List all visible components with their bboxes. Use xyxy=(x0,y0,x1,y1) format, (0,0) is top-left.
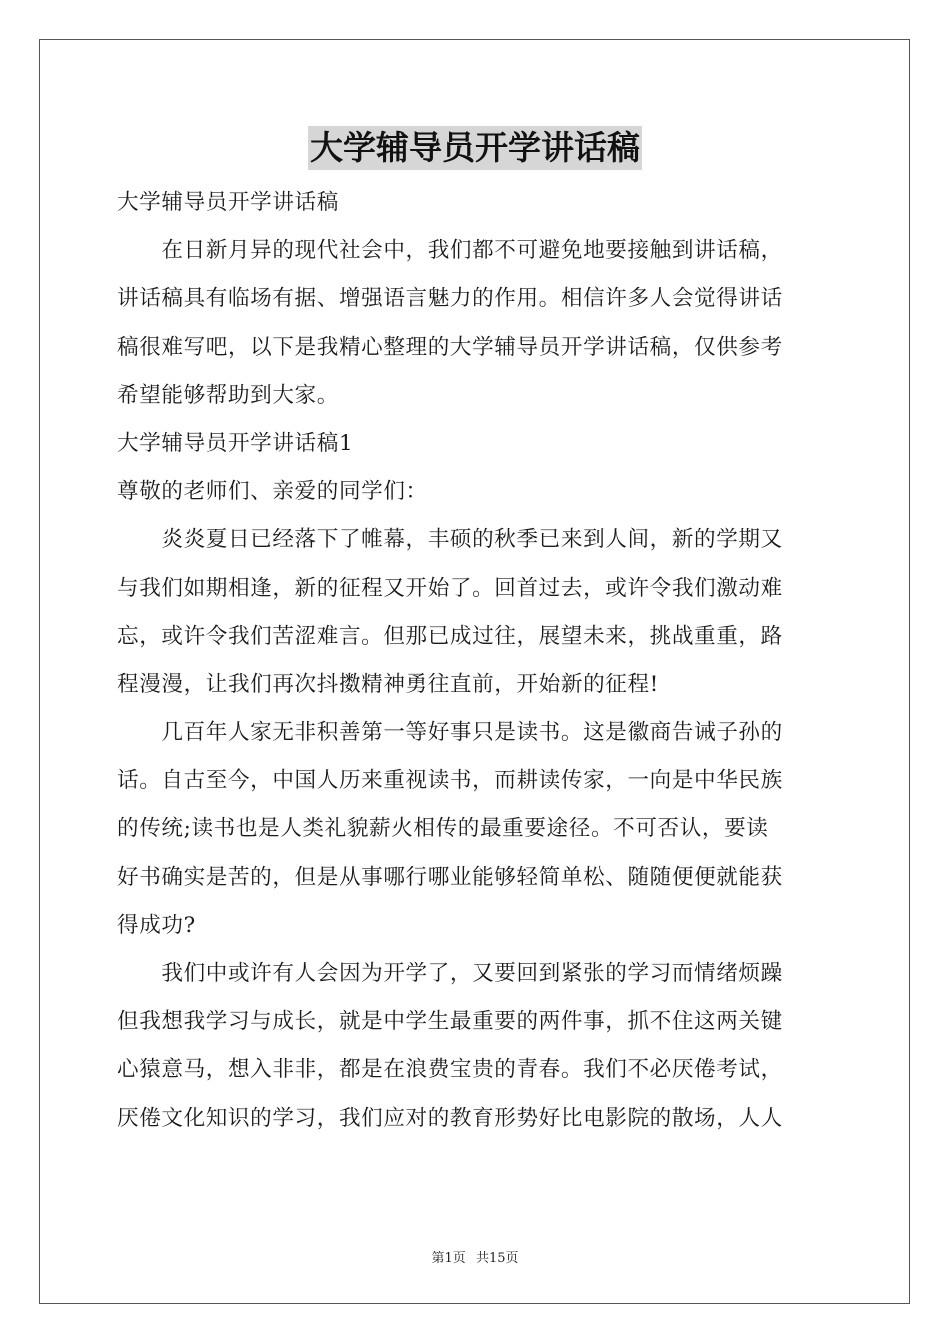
body-line: 厌倦文化知识的学习，我们应对的教育形势好比电影院的散场，人人 xyxy=(117,1105,783,1131)
body-line: 与我们如期相逢，新的征程又开始了。回首过去，或许令我们激动难 xyxy=(117,575,783,601)
page-total: 共15页 xyxy=(475,1251,519,1266)
body-line: 程漫漫，让我们再次抖擞精神勇往直前，开始新的征程! xyxy=(117,671,659,697)
page-footer xyxy=(0,1247,950,1266)
body-line: 心猿意马，想入非非，都是在浪费宝贵的青春。我们不必厌倦考试， xyxy=(117,1057,783,1083)
body-line: 得成功? xyxy=(117,912,196,938)
document-body xyxy=(117,179,837,1143)
body-line: 尊敬的老师们、亲爱的同学们： xyxy=(117,479,428,505)
title-container xyxy=(0,126,950,170)
body-line: 话。自古至今，中国人历来重视读书，而耕读传家，一向是中华民族 xyxy=(117,768,783,794)
body-line: 的传统;读书也是人类礼貌薪火相传的最重要途径。不可否认，要读 xyxy=(117,816,769,842)
document-title: 大学辅导员开学讲话稿 xyxy=(308,126,642,170)
body-line: 大学辅导员开学讲话稿 xyxy=(117,190,339,215)
body-line: 炎炎夏日已经落下了帷幕，丰硕的秋季已来到人间，新的学期又 xyxy=(117,527,783,553)
body-line: 讲话稿具有临场有据、增强语言魅力的作用。相信许多人会觉得讲话 xyxy=(117,286,783,312)
body-line: 希望能够帮助到大家。 xyxy=(117,382,339,408)
body-line: 但我想我学习与成长，就是中学生最重要的两件事，抓不住这两关键 xyxy=(117,1009,783,1035)
body-line: 稿很难写吧，以下是我精心整理的大学辅导员开学讲话稿，仅供参考 xyxy=(117,334,783,360)
body-line: 几百年人家无非积善第一等好事只是读书。这是徽商告诫子孙的 xyxy=(117,720,783,746)
body-line: 好书确实是苦的，但是从事哪行哪业能够轻简单松、随随便便就能获 xyxy=(117,864,783,890)
body-line: 忘，或许令我们苦涩难言。但那已成过往，展望未来，挑战重重，路 xyxy=(117,623,783,649)
page-number: 第1页 xyxy=(431,1251,466,1266)
body-line: 在日新月异的现代社会中，我们都不可避免地要接触到讲话稿， xyxy=(117,238,783,264)
body-line: 大学辅导员开学讲话稿1 xyxy=(117,430,354,456)
body-line: 我们中或许有人会因为开学了，又要回到紧张的学习而情绪烦躁 xyxy=(117,961,783,986)
